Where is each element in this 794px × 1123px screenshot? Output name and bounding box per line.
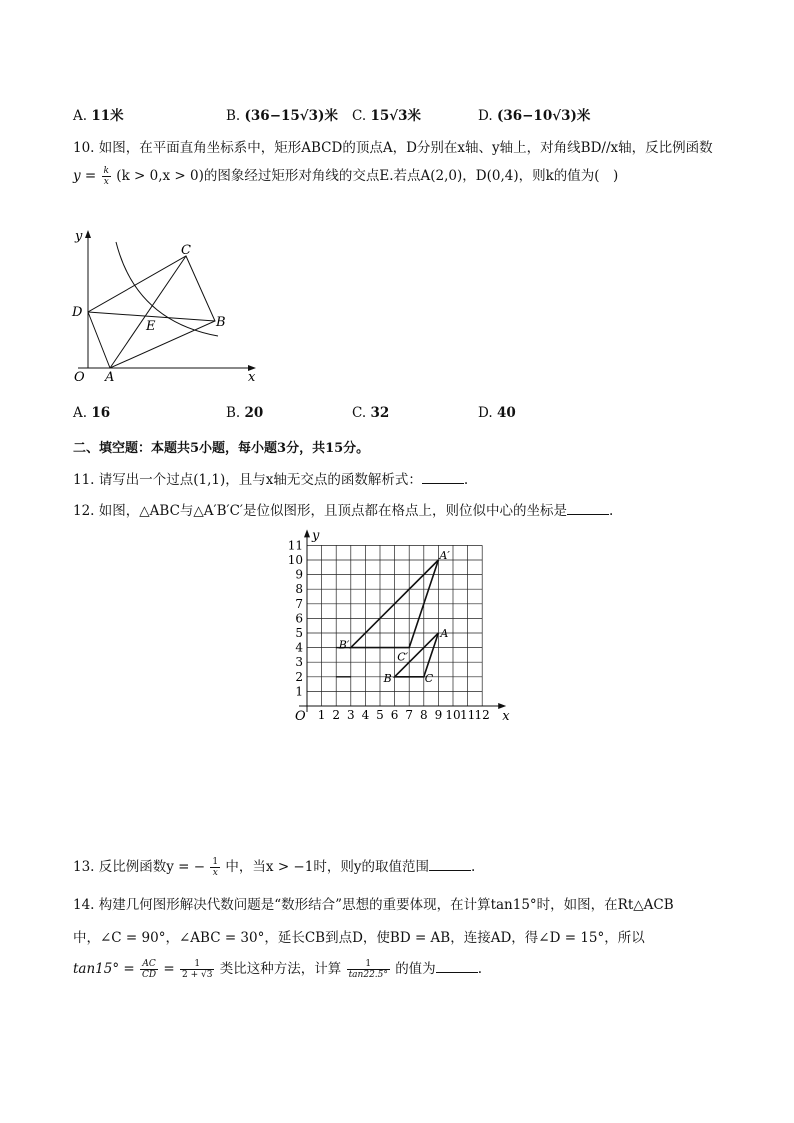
- q12-answer-blank[interactable]: [567, 502, 609, 515]
- q14-equals: =: [163, 961, 175, 977]
- q12-period: .: [608, 503, 614, 519]
- q10-figure: [66, 226, 266, 386]
- q9-option-c-label: C.: [352, 108, 367, 124]
- q10-frac-den: x: [103, 177, 109, 187]
- q10-option-b: [226, 405, 263, 421]
- x-tick-label: 5: [376, 708, 384, 722]
- q9-option-b: [226, 104, 338, 124]
- q12-grid-figure: [285, 521, 515, 726]
- q14-frac1-num: AC: [140, 959, 158, 970]
- x-tick-label: 7: [405, 708, 414, 722]
- q9-option-c: [352, 104, 421, 124]
- q14-stem-line3: [73, 957, 482, 980]
- y-tick-label: 8: [295, 582, 303, 597]
- q12-stem: [73, 499, 613, 519]
- q10-stem-line2: [73, 164, 618, 187]
- section-heading-fill-in: 二、填空题：本题共5小题，每小题3分，共15分。: [73, 441, 370, 456]
- q12-point-labels: [338, 549, 451, 685]
- q14-stem-line2: 中，∠C = 90°，∠ABC = 30°，延长CB到点D，使BD = AB，连接AD，得∠D = 15°，所以: [73, 930, 645, 946]
- x-tick-label: 10: [445, 708, 461, 722]
- q10-label-e: E: [146, 319, 156, 334]
- q13-frac-num: 1: [212, 857, 219, 867]
- x-tick-label: 11: [459, 708, 476, 722]
- q12-label-c: C: [424, 671, 434, 685]
- q9-option-d: [478, 104, 590, 124]
- q10-option-c-label: C.: [352, 405, 367, 421]
- q14-frac-1-tan22: [347, 959, 390, 980]
- q13-stem: [73, 855, 475, 878]
- y-tick-label: 10: [287, 553, 303, 567]
- q14-end: 的值为: [395, 961, 436, 977]
- q9-option-a: [73, 104, 124, 124]
- q12-tick-labels: [288, 528, 510, 724]
- q10-option-a-text: 16: [91, 405, 111, 421]
- q14-frac-1-2plus-root3: [180, 959, 214, 980]
- q10-option-c: [352, 405, 389, 421]
- q12-label-x: x: [502, 709, 510, 724]
- q14-period: .: [477, 961, 482, 977]
- x-tick-label: 3: [346, 708, 355, 722]
- q10-label-o: O: [74, 370, 85, 385]
- q12-y-arrow: [304, 529, 310, 537]
- q10-option-d-label: D.: [478, 405, 493, 421]
- q9-option-d-label: D.: [478, 108, 493, 124]
- y-tick-label: 2: [295, 669, 303, 684]
- q12-text: 12. 如图，△ABC与△A′B′C′是位似图形，且顶点都在格点上，则位似中心的坐标是: [73, 503, 567, 519]
- q9-option-b-label: B.: [226, 108, 241, 124]
- q13-prefix: 13. 反比例函数y = −: [73, 859, 206, 875]
- q9-option-a-text: 11米: [91, 108, 124, 124]
- y-tick-label: 5: [295, 626, 303, 640]
- x-tick-label: 6: [390, 708, 399, 722]
- q13-frac-den: x: [212, 868, 218, 878]
- q13-period: .: [470, 859, 476, 875]
- q14-frac-ac-cd: [140, 959, 158, 980]
- q14-frac2-den: 2 + √3: [182, 970, 213, 980]
- q11-period: .: [463, 472, 469, 488]
- q10-frac-num: k: [103, 166, 109, 176]
- q13-rest: 中，当x > −1时，则y的取值范围: [225, 859, 429, 875]
- q9-option-c-text: 15√3米: [370, 108, 421, 124]
- y-tick-label: 6: [295, 611, 303, 626]
- q13-fraction: [210, 857, 220, 878]
- q11-text: 11. 请写出一个过点(1,1)，且与x轴无交点的函数解析式：: [73, 472, 422, 488]
- q12-label-a: A: [440, 627, 449, 640]
- q13-answer-blank[interactable]: [429, 858, 471, 871]
- q9-option-b-text: (36−15√3)米: [244, 108, 338, 124]
- q14-tan-prefix: tan15° =: [73, 961, 135, 977]
- q12-label-origin: O: [295, 709, 306, 724]
- x-tick-label: 4: [361, 708, 370, 722]
- q12-label-c-prime: C′: [397, 650, 409, 664]
- q10-option-a: [73, 405, 110, 421]
- q12-label-y: y: [312, 528, 320, 544]
- q10-label-d: D: [72, 305, 83, 320]
- x-tick-label: 12: [474, 708, 490, 722]
- y-tick-label: 3: [295, 655, 303, 670]
- q10-label-b: B: [216, 315, 226, 330]
- q10-label-y: y: [75, 229, 83, 244]
- q14-mid: 类比这种方法，计算: [219, 961, 342, 977]
- q14-frac1-den: CD: [142, 970, 157, 980]
- x-tick-label: 2: [332, 708, 341, 722]
- q14-frac2-num: 1: [180, 959, 214, 970]
- q12-label-b-prime: B′: [338, 638, 350, 652]
- q12-label-a-prime: A′: [439, 549, 450, 562]
- q12-label-b: B: [383, 671, 392, 685]
- y-tick-label: 4: [295, 640, 303, 655]
- q10-hyperbola: [116, 242, 218, 336]
- q10-option-b-text: 20: [244, 405, 264, 421]
- q10-label-c: C: [181, 243, 191, 258]
- q10-func-rest: (k > 0,x > 0)的图象经过矩形对角线的交点E.若点A(2,0)，D(0,4)，则k的值为( ): [116, 168, 619, 184]
- x-tick-label: 1: [317, 708, 326, 722]
- q9-option-a-label: A.: [73, 108, 88, 124]
- y-tick-label: 7: [295, 596, 303, 611]
- x-tick-label: 9: [434, 708, 443, 722]
- q11-answer-blank[interactable]: [422, 471, 464, 484]
- y-tick-label: 11: [287, 538, 303, 553]
- q10-option-a-label: A.: [73, 405, 88, 421]
- q10-option-b-label: B.: [226, 405, 241, 421]
- q14-stem-line1: 14. 构建几何图形解决代数问题是“数形结合”思想的重要体现，在计算tan15°时，如图，在Rt△ACB: [73, 897, 674, 913]
- q10-y-arrow: [85, 230, 91, 238]
- q10-fraction: [102, 166, 111, 187]
- q10-label-a: A: [105, 370, 115, 385]
- q12-grid-lines: [307, 545, 482, 706]
- y-tick-label: 1: [295, 684, 303, 699]
- q14-frac3-den: tan22.5°: [348, 970, 388, 980]
- q10-func-prefix: y =: [73, 168, 97, 184]
- q10-option-d-text: 40: [496, 405, 516, 421]
- q10-stem-line1: 10. 如图，在平面直角坐标系中，矩形ABCD的顶点A，D分别在x轴、y轴上，对角线BD//x轴，反比例函数: [73, 140, 713, 156]
- q10-option-d: [478, 405, 516, 421]
- q10-rectangle: [88, 256, 215, 368]
- q12-axes: [299, 529, 506, 712]
- q10-option-c-text: 32: [370, 405, 390, 421]
- q9-option-d-text: (36−10√3)米: [496, 108, 591, 124]
- q14-answer-blank[interactable]: [436, 960, 478, 973]
- x-tick-label: 8: [419, 708, 428, 722]
- q14-frac3-num: 1: [347, 959, 390, 970]
- y-tick-label: 9: [295, 567, 303, 582]
- q11-stem: [73, 468, 468, 488]
- q10-label-x: x: [248, 370, 256, 385]
